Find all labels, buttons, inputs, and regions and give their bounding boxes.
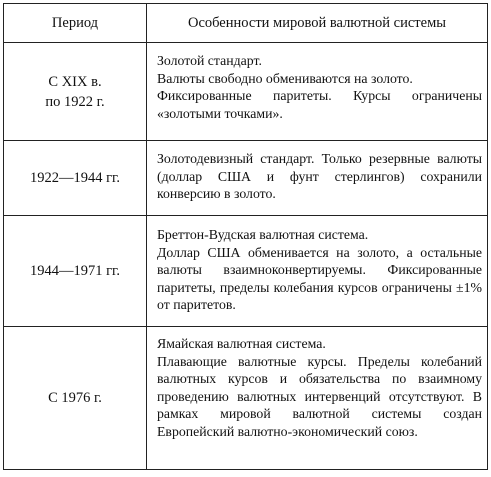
period-line: 1922—1944 гг.	[29, 170, 120, 186]
period-line: С 1976 г.	[48, 390, 102, 406]
currency-systems-table	[3, 3, 488, 470]
features-line: Плавающие валютные курсы. Пределы колебаний валютных курсов и обязательства по взаимному проведению валютных интервенций отсутствуют. В рамках мировой валютной системы создан Европейский валютно-экономический союз.	[157, 353, 482, 439]
period-line: по 1922 г.	[45, 93, 105, 110]
features-cell	[147, 216, 488, 327]
table-row	[4, 327, 488, 470]
features-cell	[147, 43, 488, 141]
period-cell	[4, 43, 147, 141]
features-line: Золотой стандарт.	[157, 53, 262, 68]
features-cell	[147, 327, 488, 470]
features-line: Фиксированные паритеты. Курсы ограничены «золотыми точками».	[157, 88, 482, 121]
table-row	[4, 216, 488, 327]
features-cell	[147, 141, 488, 216]
period-cell	[4, 327, 147, 470]
period-line: 1944—1971 гг.	[29, 263, 120, 279]
period-line: С XIX в.	[48, 73, 102, 90]
table-row	[4, 43, 488, 141]
table-row	[4, 141, 488, 216]
header-features: Особенности мировой валютной системы	[147, 4, 488, 43]
features-line: Валюты свободно обмениваются на золото.	[157, 70, 413, 86]
features-line: Доллар США обменивается на золото, а остальные валюты взаимноконвертируемы. Фиксированные паритеты, пределы колебания курсов ограничены ±1% от паритетов.	[157, 244, 482, 313]
header-period: Период	[4, 4, 147, 43]
features-line: Ямайская валютная система.	[157, 336, 326, 351]
features-line: Бреттон-Вудская валютная система.	[157, 227, 369, 242]
features-line: Золотодевизный стандарт. Только резервные валюты (доллар США и фунт стерлингов) сохранили конверсию в золото.	[157, 151, 482, 202]
period-cell	[4, 216, 147, 327]
period-cell	[4, 141, 147, 216]
header-row	[4, 4, 488, 43]
